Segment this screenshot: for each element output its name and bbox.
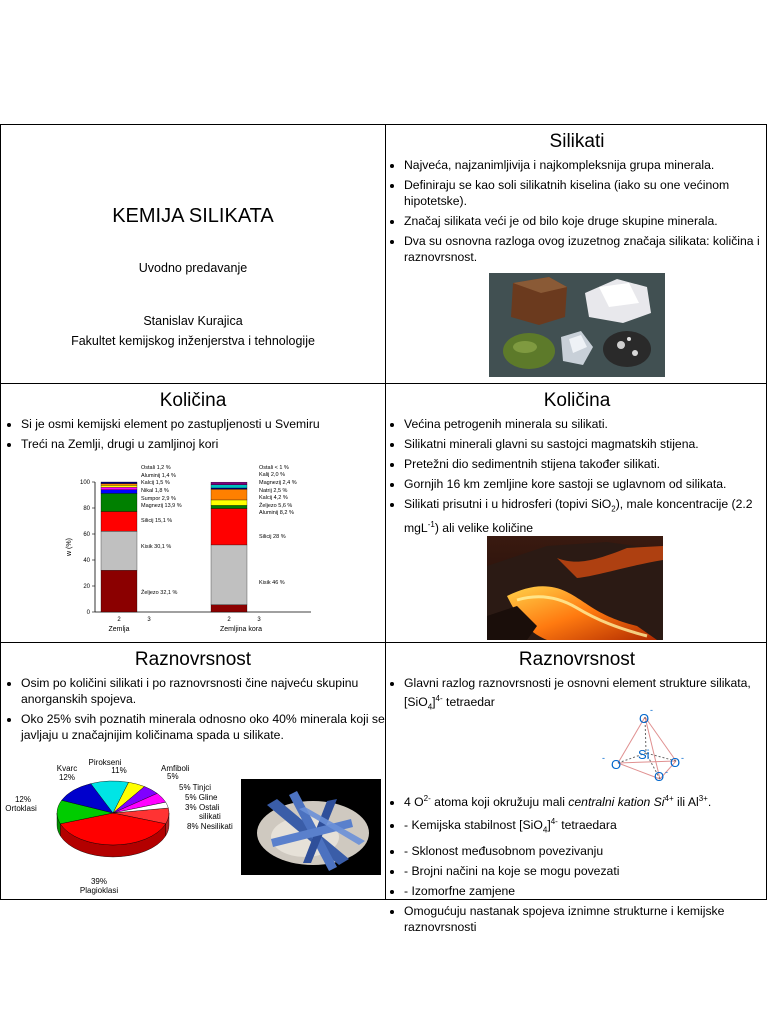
lava-photo [487, 536, 663, 640]
bar-segment-ostali [211, 488, 247, 489]
bullet: • Dva su osnovna razloga ovog izuzetnog značaja silikata: količina i raznovrsnost. [404, 233, 768, 265]
y-tick-label: 80 [83, 506, 90, 512]
slide-title: Količina [159, 390, 227, 411]
slide-silikati [386, 125, 768, 383]
bullet-list [386, 157, 768, 265]
bar-segment-željezo [101, 570, 137, 612]
charge-label: - [681, 753, 684, 763]
bullet: • Treći na Zemlji, drugi u zamljinoj kori [21, 436, 385, 452]
bar-segment-kalij [211, 482, 247, 485]
charge-label: - [602, 753, 605, 763]
slide-title: Količina [543, 390, 611, 411]
charge-label: - [665, 767, 668, 777]
bullet: • - Brojni načini na koje se mogu povezati [404, 863, 764, 879]
bullet: • Oko 25% svih poznatih minerala odnosno oko 40% minerala koji se javljaju u značajnijim količinama spada u silikate. [21, 711, 385, 743]
category-label: Zemljina kora [219, 626, 263, 633]
pie-value-label: 5% [167, 772, 179, 781]
silicon-label: Si [638, 747, 650, 762]
pie-label: Ortoklasi [5, 804, 37, 813]
presentation-title: KEMIJA SILIKATA [112, 205, 274, 227]
slide-raznovrsnost-1 [1, 643, 385, 901]
minerals-photo [489, 273, 665, 377]
bar-segment-natrij [211, 485, 247, 488]
bullet-list-bottom [386, 791, 764, 939]
segment-label: Ostali 1,2 % [141, 465, 171, 471]
pie-value-label: 12% [58, 773, 76, 782]
bullet: • - Kemijska stabilnost $[SiO_4]^{4-}$ tetraedara [404, 814, 764, 839]
author-name: Stanislav Kurajica [143, 314, 243, 328]
bar-segment-aluminij [211, 489, 247, 500]
bullet: • Silikatni minerali glavni su sastojci magmatskih stijena. [404, 436, 768, 452]
bar-segment-aluminij [101, 484, 137, 486]
bar-segment-nikal [101, 487, 137, 489]
segment-label: Kalcij 1,5 % [141, 480, 170, 486]
bar-segment-silicij [211, 509, 247, 545]
bullet: • Si je osmi kemijski element po zastupljenosti u Svemiru [21, 416, 385, 432]
bullet: • Pretežni dio sedimentnih stijena također silikati. [404, 456, 768, 472]
charge-label: - [650, 705, 653, 715]
bullet-list [1, 416, 385, 452]
segment-label: Natrij 2,5 % [259, 488, 288, 494]
slide-title: Raznovrsnost [518, 649, 636, 670]
segment-label: Aluminij 8,2 % [259, 510, 294, 516]
segment-label: Ostali < 1 % [259, 465, 289, 471]
segment-label: Kalcij 4,2 % [259, 495, 288, 501]
slide-raznovrsnost-2 [386, 643, 768, 934]
pie-value-label: 12% [14, 795, 32, 804]
bar-segment-kalcij [101, 485, 137, 487]
category-label: Zemlja [108, 626, 130, 633]
kyanite-photo [241, 779, 381, 875]
x-tick-label: 2 [227, 617, 231, 623]
pie-label: Plagioklasi [79, 886, 119, 895]
pie-label: Pirokseni [88, 758, 122, 767]
bar-segment-kalcij [211, 500, 247, 505]
segment-label: Magnezij 13,9 % [141, 503, 182, 509]
bullet: • Osim po količini silikati i po raznovrsnosti čine najveću skupinu anorganskih spojeva. [21, 675, 385, 707]
bullet: • - Izomorfne zamjene [404, 883, 764, 899]
pie-label: 5% Gline [185, 793, 218, 802]
bullet: • - Sklonost međusobnom povezivanju [404, 843, 764, 859]
mineral-share-pie-chart [3, 758, 239, 901]
bullet: • Gornjih 16 km zemljine kore sastoji se uglavnom od silikata. [404, 476, 768, 492]
presentation-subtitle: Uvodno predavanje [138, 261, 248, 275]
x-tick-label: 2 [117, 617, 121, 623]
segment-label: Kisik 30,1 % [141, 544, 172, 550]
pie-label: Kvarc [56, 764, 78, 773]
bullet-list [1, 675, 385, 743]
pie-label: 5% Tinjci [179, 783, 212, 792]
oxygen-label: O [654, 769, 665, 784]
slide-kolicina-1 [1, 384, 385, 642]
pie-label: Amfiboli [161, 764, 190, 773]
sio4-tetrahedron-diagram [602, 701, 712, 784]
slide-title: Silikati [549, 131, 605, 152]
oxygen-label: O [639, 711, 650, 726]
segment-label: Aluminij 1,4 % [141, 473, 176, 479]
oxygen-label: O [611, 757, 622, 772]
slide-title: Raznovrsnost [134, 649, 252, 670]
bar-segment-kisik [101, 531, 137, 570]
bar-segment-magnezij [211, 505, 247, 508]
segment-label: Silicij 15,1 % [141, 518, 173, 524]
bar-segment-silicij [101, 512, 137, 532]
pie-label: Ostali [199, 803, 220, 812]
bullet: • Najveća, najzanimljivija i najkompleksnija grupa minerala. [404, 157, 768, 173]
handout-sheet [0, 124, 767, 934]
x-tick-label: 3 [257, 617, 261, 623]
slide-kolicina-2 [386, 384, 768, 642]
bar-segment-kisik [211, 545, 247, 605]
segment-label: Sumpor 2,9 % [141, 496, 176, 502]
bullet: • Većina petrogenih minerala su silikati. [404, 416, 768, 432]
bullet: • Glavni razlog raznovrsnosti je osnovni element strukture silikata, $[SiO_4]^{4-}$ tetraedar [404, 675, 768, 716]
pie-label: silikati [199, 812, 221, 821]
bar-segment-željezo [211, 605, 247, 612]
y-tick-label: 20 [83, 584, 90, 590]
slide-title-card [1, 125, 385, 383]
institution: Fakultet kemijskog inženjerstva i tehnologije [71, 334, 315, 348]
x-tick-label: 3 [147, 617, 151, 623]
bullet: • Silikati prisutni i u hidrosferi (topivi SiO$_2$), male koncentracije (2.2 mgL$^{-1}$) ali velike količine [404, 496, 768, 537]
bullet: • Definiraju se kao soli silikatnih kiselina (iako su one većinom hipotetske). [404, 177, 768, 209]
segment-label: Željezo 5,6 % [259, 503, 293, 509]
segment-label: Kalij 2,0 % [259, 472, 285, 478]
segment-label: Željezo 32,1 % [141, 590, 178, 596]
bar-segment-sumpor [101, 490, 137, 494]
pie-label: 8% Nesilikati [187, 822, 233, 831]
author-block [1, 311, 385, 351]
y-tick-label: 0 [86, 610, 90, 616]
segment-label: Kisik 46 % [259, 580, 285, 586]
bullet: • Značaj silikata veći je od bilo koje druge skupine minerala. [404, 213, 768, 229]
bullet-list [386, 416, 768, 537]
y-tick-label: 40 [83, 558, 90, 564]
element-abundance-chart [61, 460, 361, 638]
y-axis-label: w (%) [66, 538, 73, 556]
oxygen-label: O [670, 755, 681, 770]
segment-label: Silicij 28 % [259, 534, 286, 540]
pie-value-label: 11% [111, 766, 127, 775]
bullet: • 4 $O^{2-}$ atoma koji okružuju mali centralni kation $Si^{4+}$ ili $Al^{3+}$. [404, 791, 764, 810]
bar-segment-magnezij [101, 493, 137, 511]
bar-segment-ostali [101, 482, 137, 484]
segment-label: Nikal 1,8 % [141, 488, 169, 494]
pie-value-label: 3% [185, 803, 197, 812]
pie-value-label: 39% [90, 877, 108, 886]
bullet: • Omogućuju nastanak spojeva iznimne strukturne i kemijske raznovrsnosti [404, 903, 764, 935]
y-tick-label: 100 [79, 480, 90, 486]
segment-label: Magnezij 2,4 % [259, 480, 297, 486]
y-tick-label: 60 [83, 532, 90, 538]
